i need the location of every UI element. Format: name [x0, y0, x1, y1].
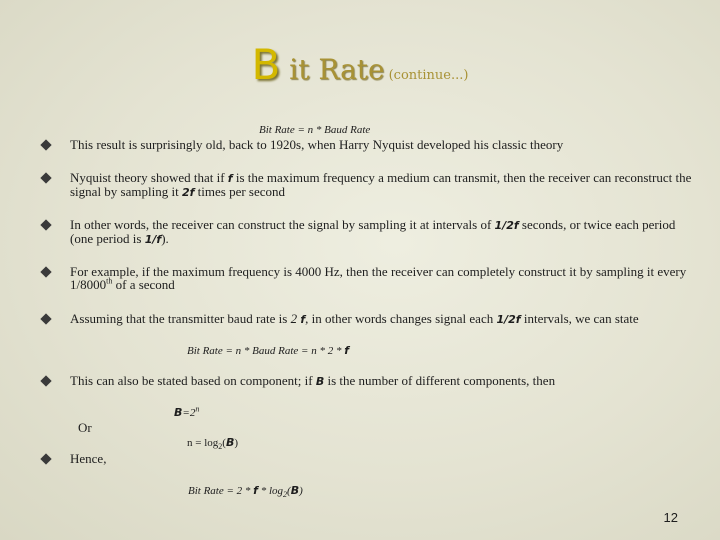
- bullet-text-4: For example, if the maximum frequency is 4000 Hz, then the receiver can completely construct it by sampling it every 1/8000th of a second: [70, 264, 687, 292]
- title-continue: (continue...): [388, 68, 469, 83]
- title-initial: B: [251, 40, 281, 89]
- bullet-text-5: Assuming that the transmitter baud rate is 2 f, in other words changes signal each 1/2f intervals, we can state: [70, 311, 639, 326]
- formula-log: $n = \log_2(B)$: [187, 436, 238, 452]
- bullet-text-7: Hence,: [70, 451, 107, 466]
- formula-bit-rate: Bit Rate = n * Baud Rate: [259, 124, 371, 136]
- bullet-icon: [40, 313, 51, 324]
- bullet-text-1: This result is surprisingly old, back to 1920s, when Harry Nyquist developed his classic theory: [70, 137, 564, 152]
- formula-baud: Bit Rate = n * Baud Rate = n * 2 * f: [187, 344, 350, 357]
- bullet-icon: [40, 219, 51, 230]
- bullet-icon: [40, 266, 51, 277]
- bullet-icon: [40, 172, 51, 183]
- formula-final: Bit Rate = 2 * f * $\log_2(B)$: [188, 484, 303, 500]
- slide-title: [0, 40, 720, 89]
- title-text: it Rate: [280, 53, 385, 86]
- bullet-icon: [40, 375, 51, 386]
- bullet-text-6: This can also be stated based on component; if B is the number of different components, then: [70, 373, 556, 388]
- bullet-icon: [40, 139, 51, 150]
- bullet-text-2: Nyquist theory showed that if f is the maximum frequency a medium can transmit, then the receiver can reconstruct the signal by sampling it 2f times per second: [70, 170, 692, 199]
- formula-components: $B=2^n$: [174, 404, 200, 419]
- or-label: Or: [78, 420, 92, 435]
- page-number: 12: [663, 510, 678, 525]
- bullet-text-3: In other words, the receiver can construct the signal by sampling it at intervals of 1/2f seconds, or twice each period (one period is 1/f).: [70, 217, 676, 246]
- bullet-icon: [40, 453, 51, 464]
